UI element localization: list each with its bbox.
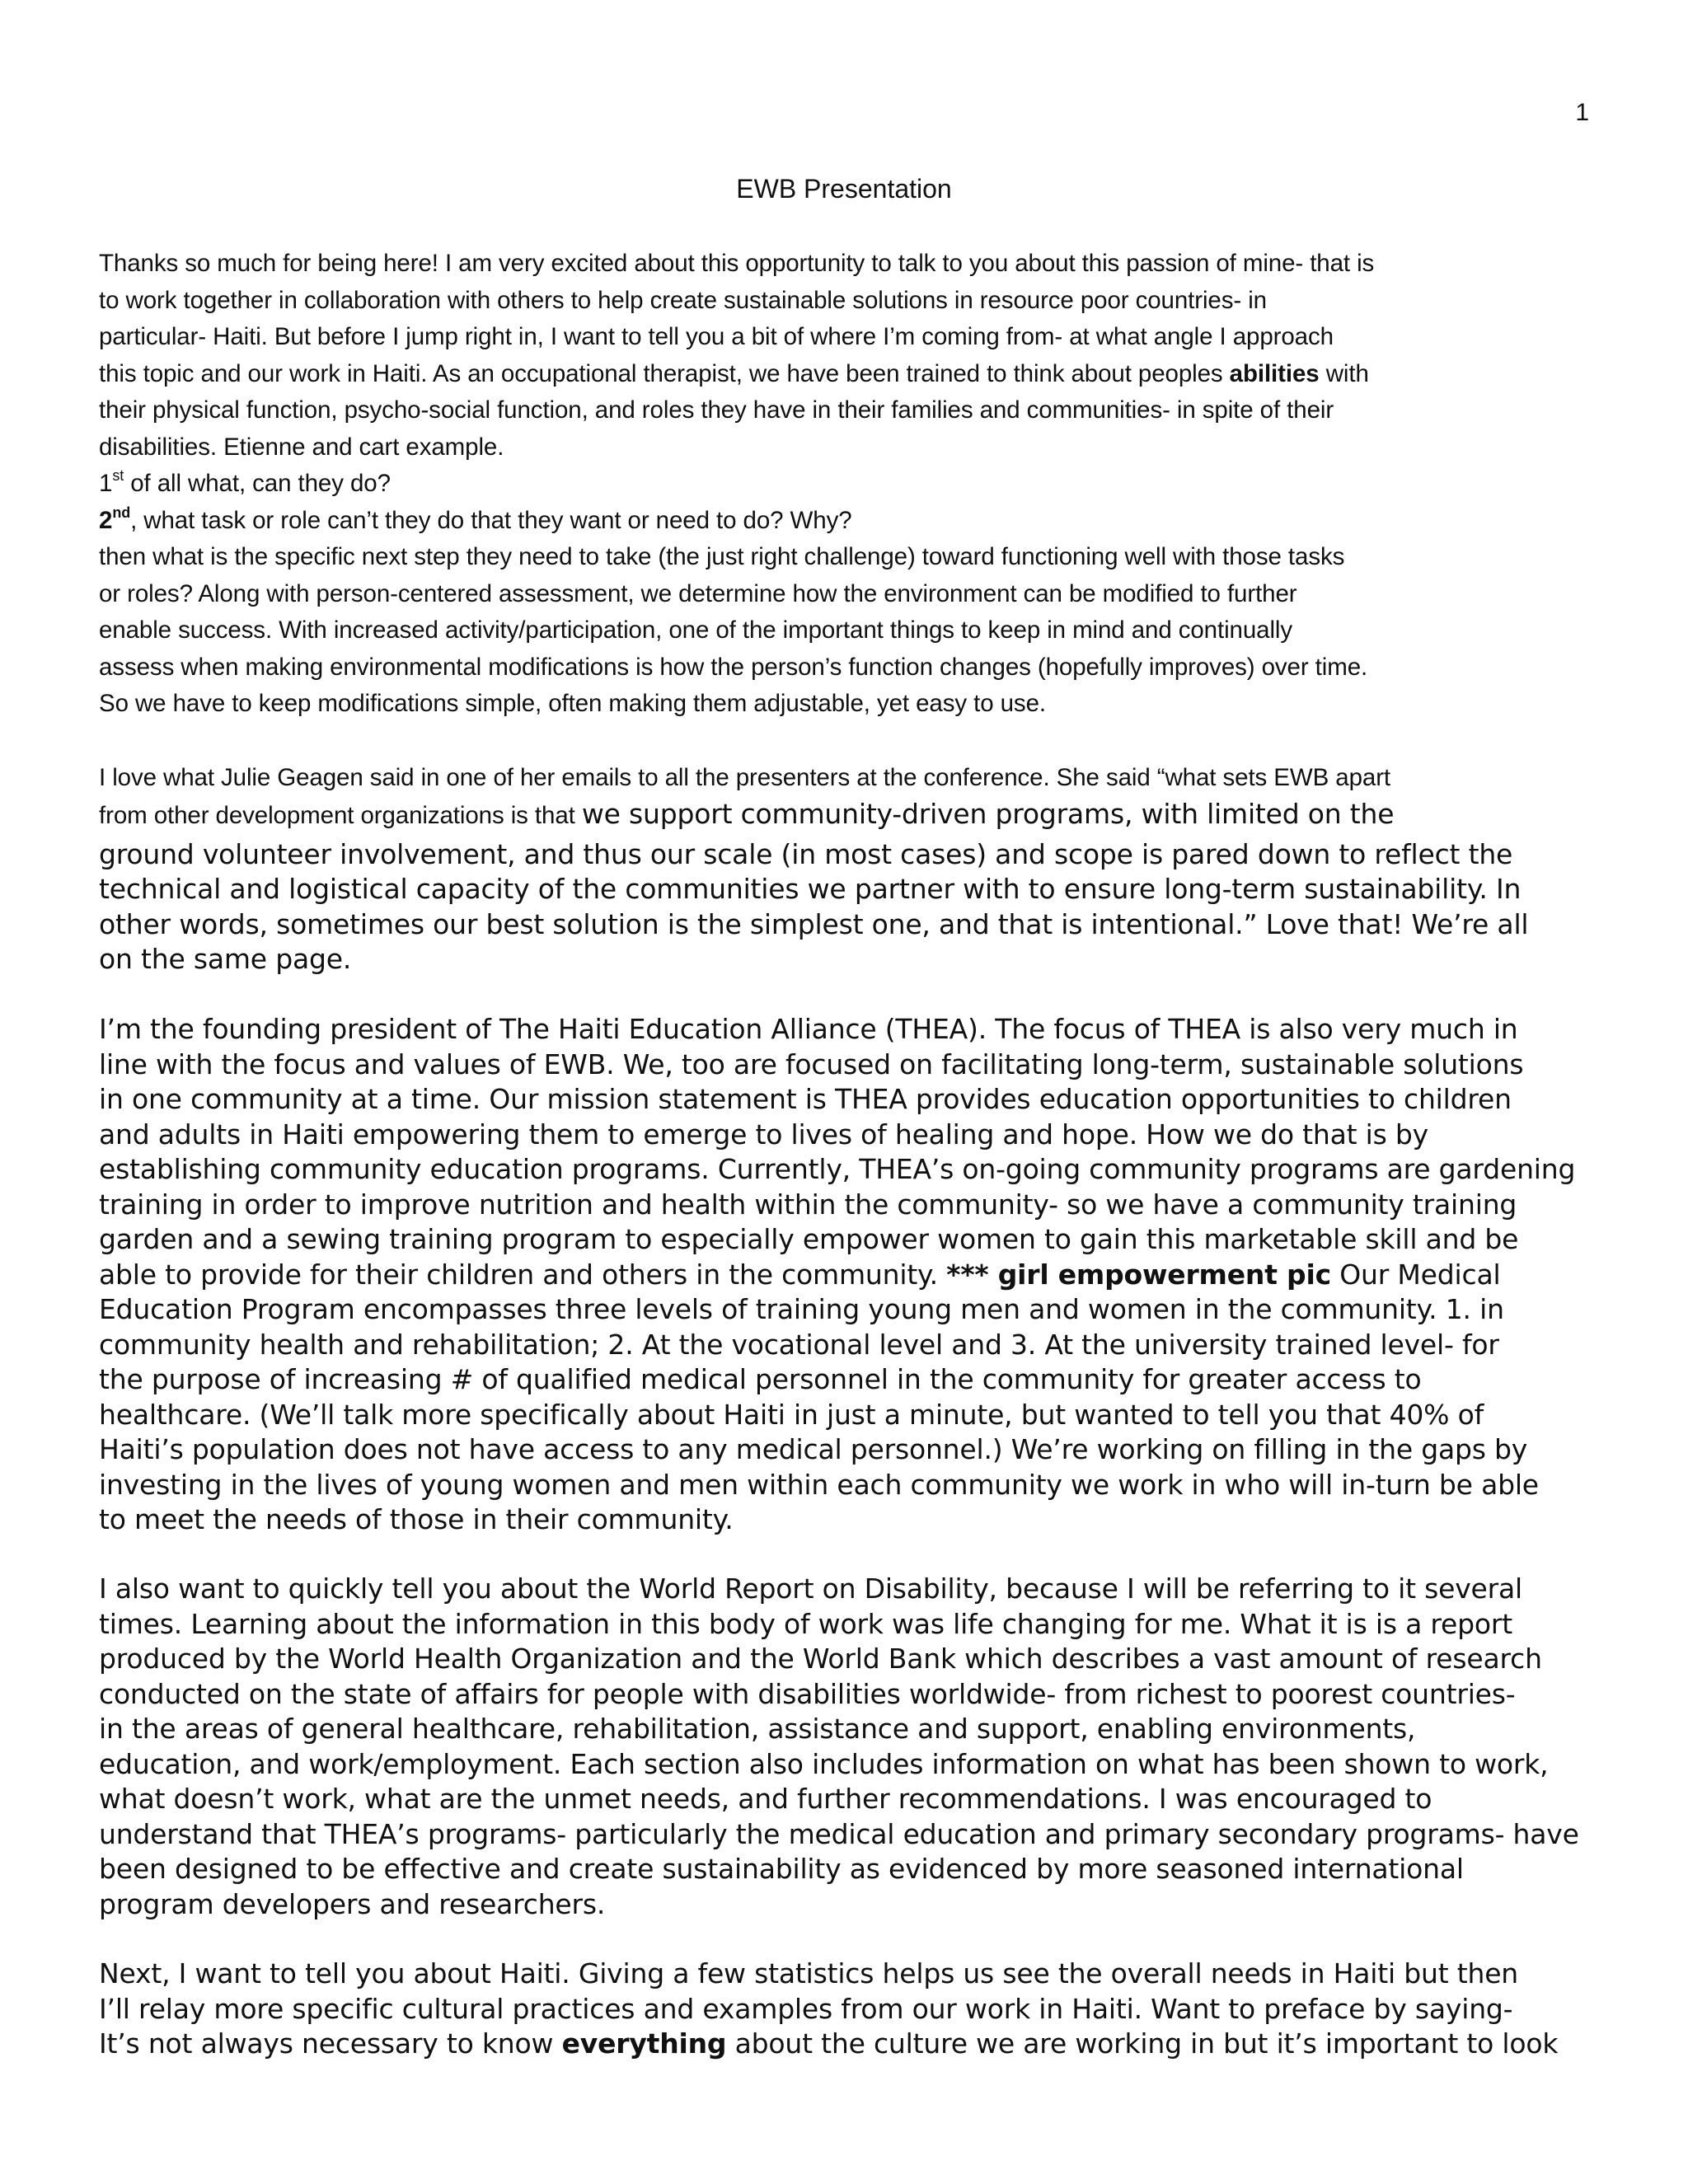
text-line	[99, 2027, 1591, 2062]
quote-text-run: we support community-driven programs, with limited on the	[581, 797, 1395, 830]
text-line: then what is the specific next step they need to take (the just right challenge) toward functioning well with those tasks	[99, 543, 1345, 570]
text-line: times. Learning about the information in this body of work was life changing for me. What it is is a report	[99, 1607, 1512, 1640]
text-line: in the areas of general healthcare, rehabilitation, assistance and support, enabling environments,	[99, 1713, 1416, 1745]
text-line: I’ll relay more specific cultural practices and examples from our work in Haiti. Want to preface by saying-	[99, 1992, 1513, 2025]
paragraph-introduction	[99, 246, 1591, 723]
text-line: or roles? Along with person-centered assessment, we determine how the environment can be modified to further	[99, 579, 1297, 607]
text-line: establishing community education programs. Currently, THEA’s on-going community programs are gardening	[99, 1153, 1576, 1185]
text-line: community health and rehabilitation; 2. At the vocational level and 3. At the university trained level- for	[99, 1328, 1499, 1361]
ordinal-number: 2	[99, 506, 113, 534]
text-line: on the same page.	[99, 943, 352, 975]
text-line: Next, I want to tell you about Haiti. Giving a few statistics helps us see the overall needs in Haiti but then	[99, 1957, 1519, 1990]
text-line: produced by the World Health Organization and the World Bank which describes a vast amount of research	[99, 1643, 1542, 1675]
document-title: EWB Presentation	[736, 174, 952, 204]
text-line: enable success. With increased activity/participation, one of the important things to keep in mind and continually	[99, 616, 1293, 644]
text-line: technical and logistical capacity of the communities we partner with to ensure long-term sustainability. In	[99, 873, 1522, 905]
text-run: from other development organizations is that	[99, 801, 582, 829]
question-text: of all what, can they do?	[124, 470, 391, 497]
text-line: what doesn’t work, what are the unmet needs, and further recommendations. I was encouraged to	[99, 1783, 1432, 1815]
text-line	[99, 356, 1591, 393]
ordinal-number: 1	[99, 470, 113, 497]
text-line: education, and work/employment. Each section also includes information on what has been shown to work,	[99, 1747, 1549, 1780]
emphasis-abilities: abilities	[1229, 359, 1320, 387]
text-line	[99, 1258, 1591, 1293]
text-run: It’s not always necessary to know	[99, 2027, 562, 2060]
text-line: particular- Haiti. But before I jump right in, I want to tell you a bit of where I’m coming from- at what angle I approach	[99, 323, 1334, 350]
text-line: ground volunteer involvement, and thus our scale (in most cases) and scope is pared down to reflect the	[99, 837, 1513, 870]
first-question-line	[99, 466, 1591, 503]
text-line: disabilities. Etienne and cart example.	[99, 433, 504, 461]
text-line: I also want to quickly tell you about the World Report on Disability, because I will be referring to it several	[99, 1572, 1523, 1605]
paragraph-haiti	[99, 1957, 1591, 2062]
text-line: Haiti’s population does not have access to any medical personnel.) We’re working on filling in the gaps by	[99, 1433, 1528, 1465]
text-line: I love what Julie Geagen said in one of her emails to all the presenters at the conference. She said “what sets EWB apart	[99, 764, 1391, 791]
text-run: about the culture we are working in but it’s important to look	[726, 2027, 1559, 2060]
text-line: conducted on the state of affairs for people with disabilities worldwide- from richest to poorest countries-	[99, 1677, 1516, 1710]
text-line: healthcare. (We’ll talk more specifically about Haiti in just a minute, but wanted to tell you that 40% of	[99, 1398, 1484, 1431]
text-line: to work together in collaboration with others to help create sustainable solutions in resource poor countries- in	[99, 286, 1267, 314]
page-number: 1	[1575, 99, 1589, 126]
text-run: able to provide for their children and others in the community.	[99, 1258, 947, 1291]
text-line: training in order to improve nutrition and health within the community- so we have a community training	[99, 1188, 1517, 1221]
text-line: the purpose of increasing # of qualified medical personnel in the community for greater access to	[99, 1363, 1422, 1395]
emphasis-everything: everything	[561, 2027, 727, 2060]
paragraph-thea	[99, 1012, 1591, 1538]
text-line: Thanks so much for being here! I am very excited about this opportunity to talk to you about this passion of mine- that is	[99, 250, 1375, 277]
text-line: So we have to keep modifications simple, often making them adjustable, yet easy to use.	[99, 690, 1046, 717]
text-run: with	[1319, 359, 1369, 387]
text-line	[99, 797, 1591, 837]
text-run: this topic and our work in Haiti. As an occupational therapist, we have been trained to think about peoples	[99, 359, 1230, 387]
text-line: line with the focus and values of EWB. We, too are focused on facilitating long-term, sustainable solutions	[99, 1047, 1524, 1080]
ordinal-suffix: st	[112, 467, 124, 485]
text-line: been designed to be effective and create sustainability as evidenced by more seasoned international	[99, 1853, 1464, 1885]
paragraph-julie-quote	[99, 760, 1591, 977]
paragraph-world-report	[99, 1572, 1591, 1922]
second-question-line	[99, 503, 1591, 540]
text-line: I’m the founding president of The Haiti Education Alliance (THEA). The focus of THEA is also very much in	[99, 1013, 1518, 1045]
text-line: other words, sometimes our best solution is the simplest one, and that is intentional.” Love that! We’re all	[99, 907, 1529, 940]
text-line: assess when making environmental modifications is how the person’s function changes (hopefully improves) over time.	[99, 653, 1368, 681]
text-line: and adults in Haiti empowering them to emerge to lives of healing and hope. How we do that is by	[99, 1118, 1429, 1151]
text-line: investing in the lives of young women and men within each community we work in who will in-turn be able	[99, 1468, 1539, 1501]
question-text: , what task or role can’t they do that they want or need to do? Why?	[130, 506, 852, 534]
text-run: Our Medical	[1330, 1258, 1501, 1291]
emphasis-girl-empowerment: *** girl empowerment pic	[946, 1258, 1331, 1291]
text-line: in one community at a time. Our mission statement is THEA provides education opportunities to children	[99, 1083, 1512, 1115]
text-line: their physical function, psycho-social function, and roles they have in their families and communities- in spite of their	[99, 396, 1334, 424]
text-line: Education Program encompasses three levels of training young men and women in the community. 1. in	[99, 1293, 1504, 1325]
ordinal-suffix: nd	[112, 504, 131, 521]
text-line: garden and a sewing training program to especially empower women to gain this marketable skill and be	[99, 1223, 1519, 1255]
text-line: to meet the needs of those in their community.	[99, 1503, 734, 1535]
text-line: understand that THEA’s programs- particularly the medical education and primary secondary programs- have	[99, 1817, 1579, 1850]
text-line: program developers and researchers.	[99, 1887, 606, 1920]
